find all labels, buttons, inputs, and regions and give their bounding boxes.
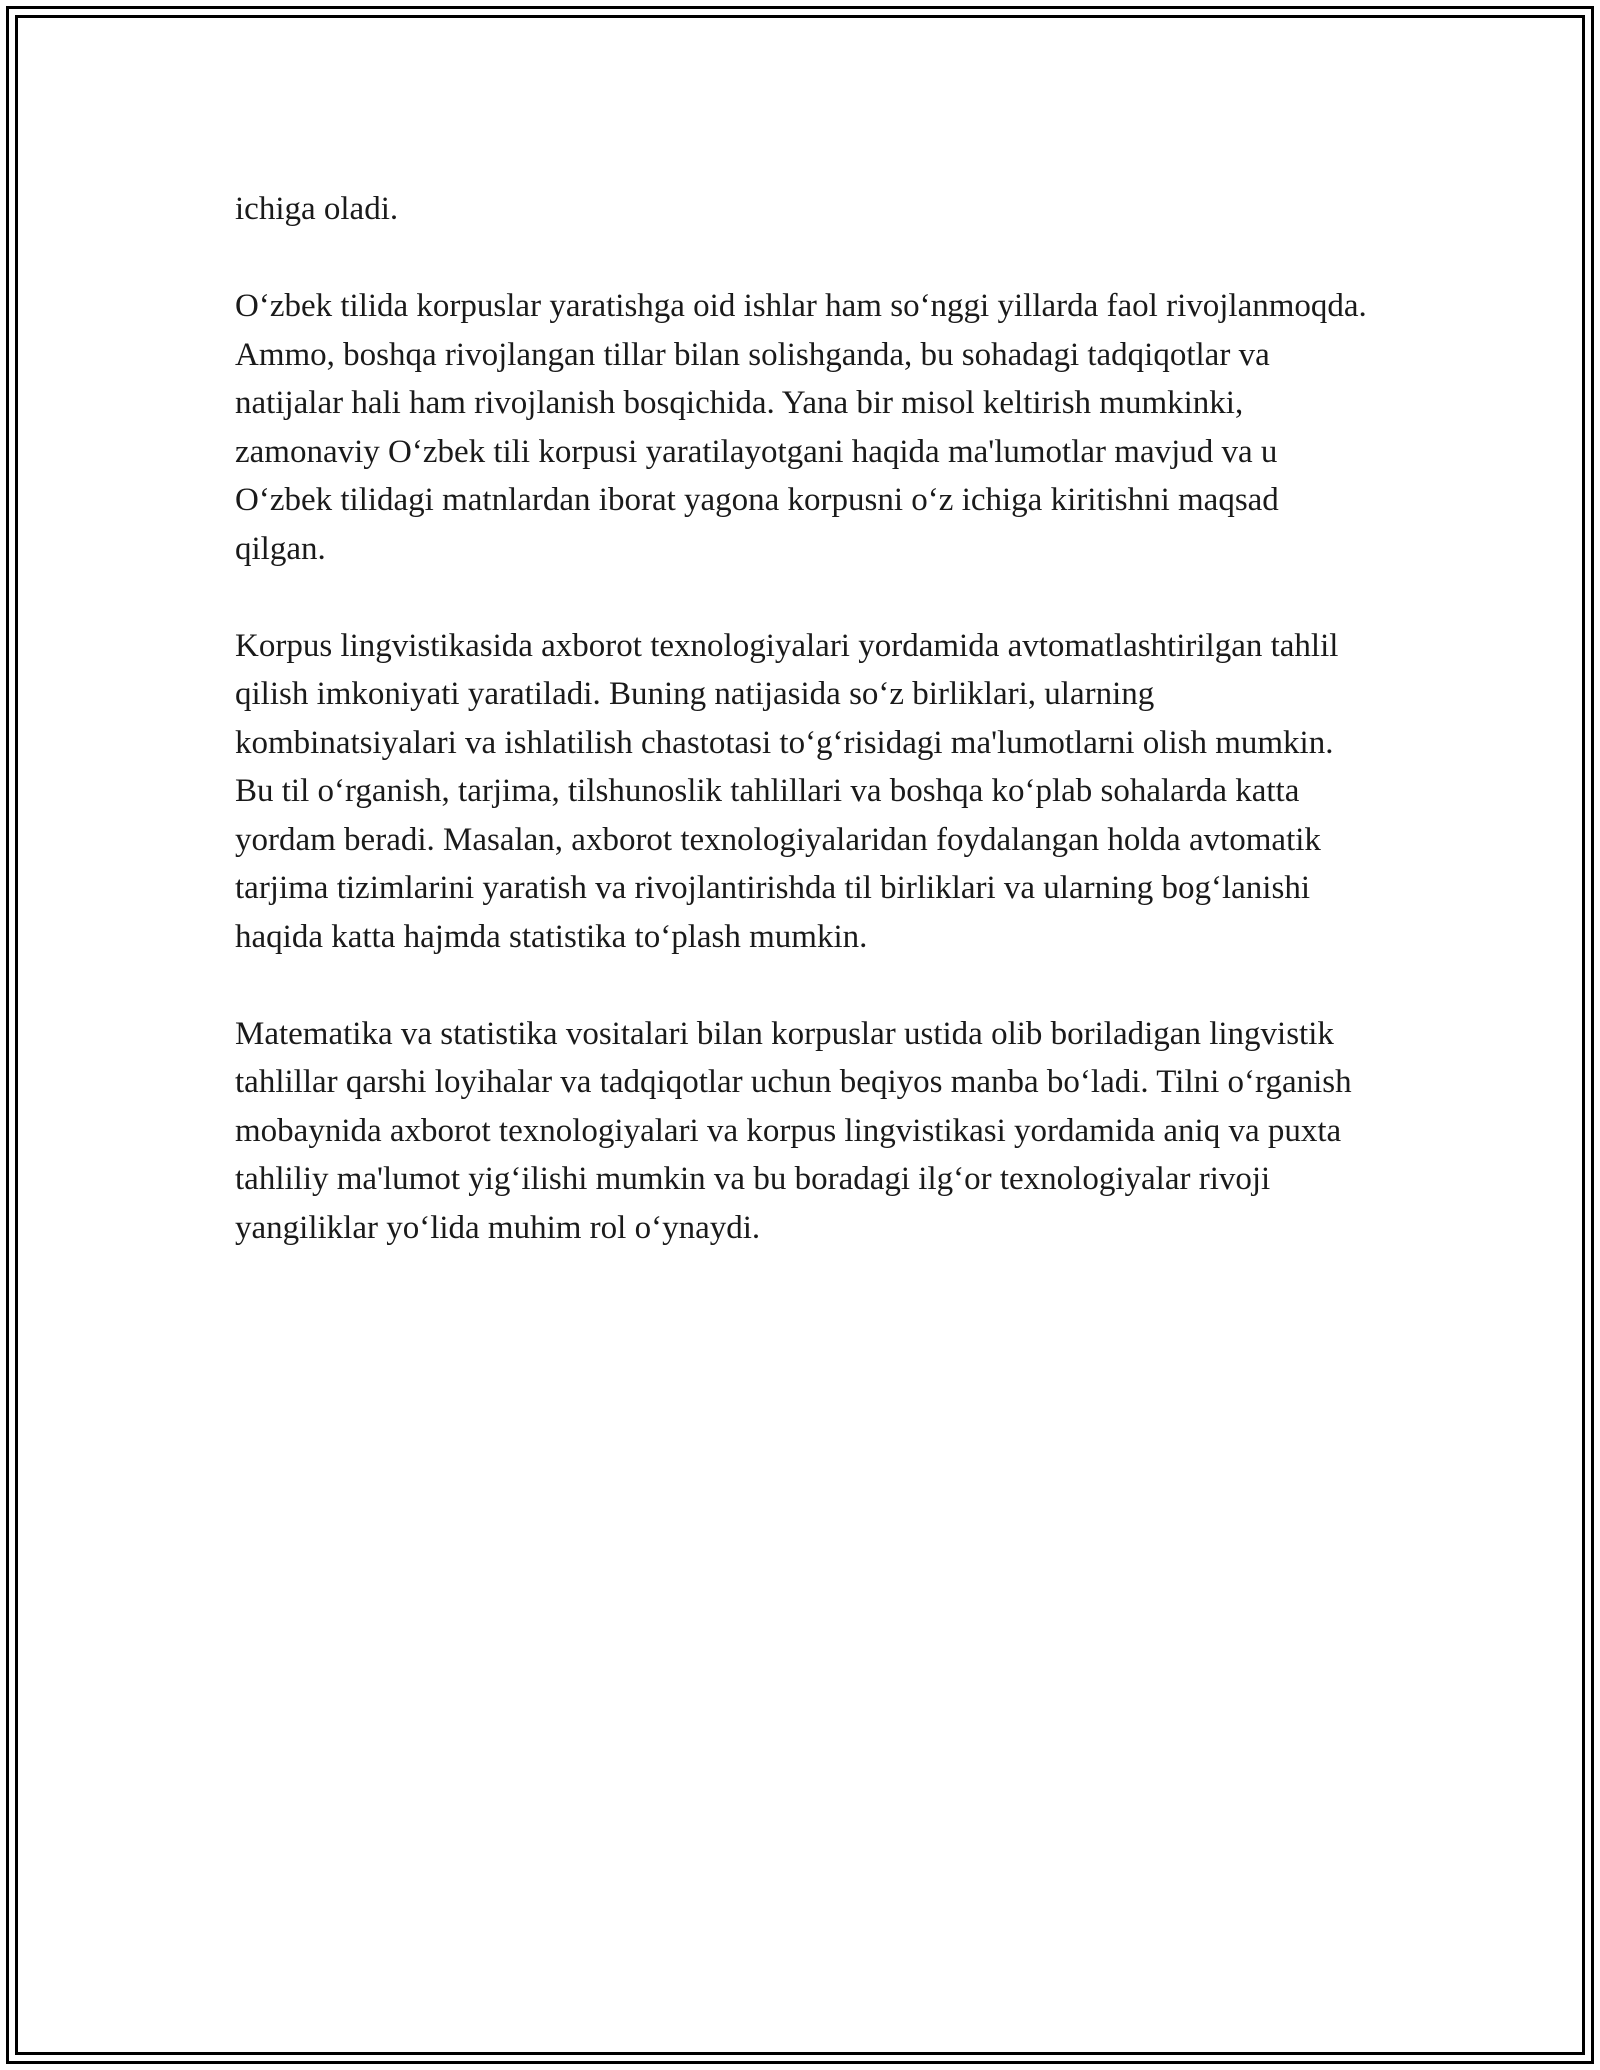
paragraph-1: ichiga oladi. — [235, 191, 399, 227]
document-body — [235, 185, 1375, 1301]
paragraph-3: Korpus lingvistikasida axborot texnologiyalari yordamida avtomatlashtirilgan tahlil qilish imkoniyati yaratiladi. Buning natijasida so‘z birliklari, ularning kombinatsiyalari va ishlatilish chastotasi to‘g‘risidagi ma'lumotlarni olish mumkin. Bu til o‘rganish, tarjima, tilshunoslik tahlillari va boshqa ko‘plab sohalarda katta yordam beradi. Masalan, axborot texnologiyalaridan foydalangan holda avtomatik tarjima tizimlarini yaratish va rivojlantirishda til birliklari va ularning bog‘lanishi haqida katta hajmda statistika to‘plash mumkin. — [235, 627, 1339, 955]
paragraph-4: Matematika va statistika vositalari bilan korpuslar ustida olib boriladigan lingvistik tahlillar qarshi loyihalar va tadqiqotlar uchun beqiyos manba bo‘ladi. Tilni o‘rganish mobaynida axborot texnologiyalari va korpus lingvistikasi yordamida aniq va puxta tahliliy ma'lumot yig‘ilishi mumkin va bu boradagi ilg‘or texnologiyalar rivoji yangiliklar yo‘lida muhim rol o‘ynaydi. — [235, 1015, 1352, 1246]
paragraph-2: O‘zbek tilida korpuslar yaratishga oid ishlar ham so‘nggi yillarda faol rivojlanmoqda. Ammo, boshqa rivojlangan tillar bilan solishganda, bu sohadagi tadqiqotlar va natijalar hali ham rivojlanish bosqichida. Yana bir misol keltirish mumkinki, zamonaviy O‘zbek tili korpusi yaratilayotgani haqida ma'lumotlar mavjud va u O‘zbek tilidagi matnlardan iborat yagona korpusni o‘z ichiga kiritishni maqsad qilgan. — [235, 288, 1367, 567]
